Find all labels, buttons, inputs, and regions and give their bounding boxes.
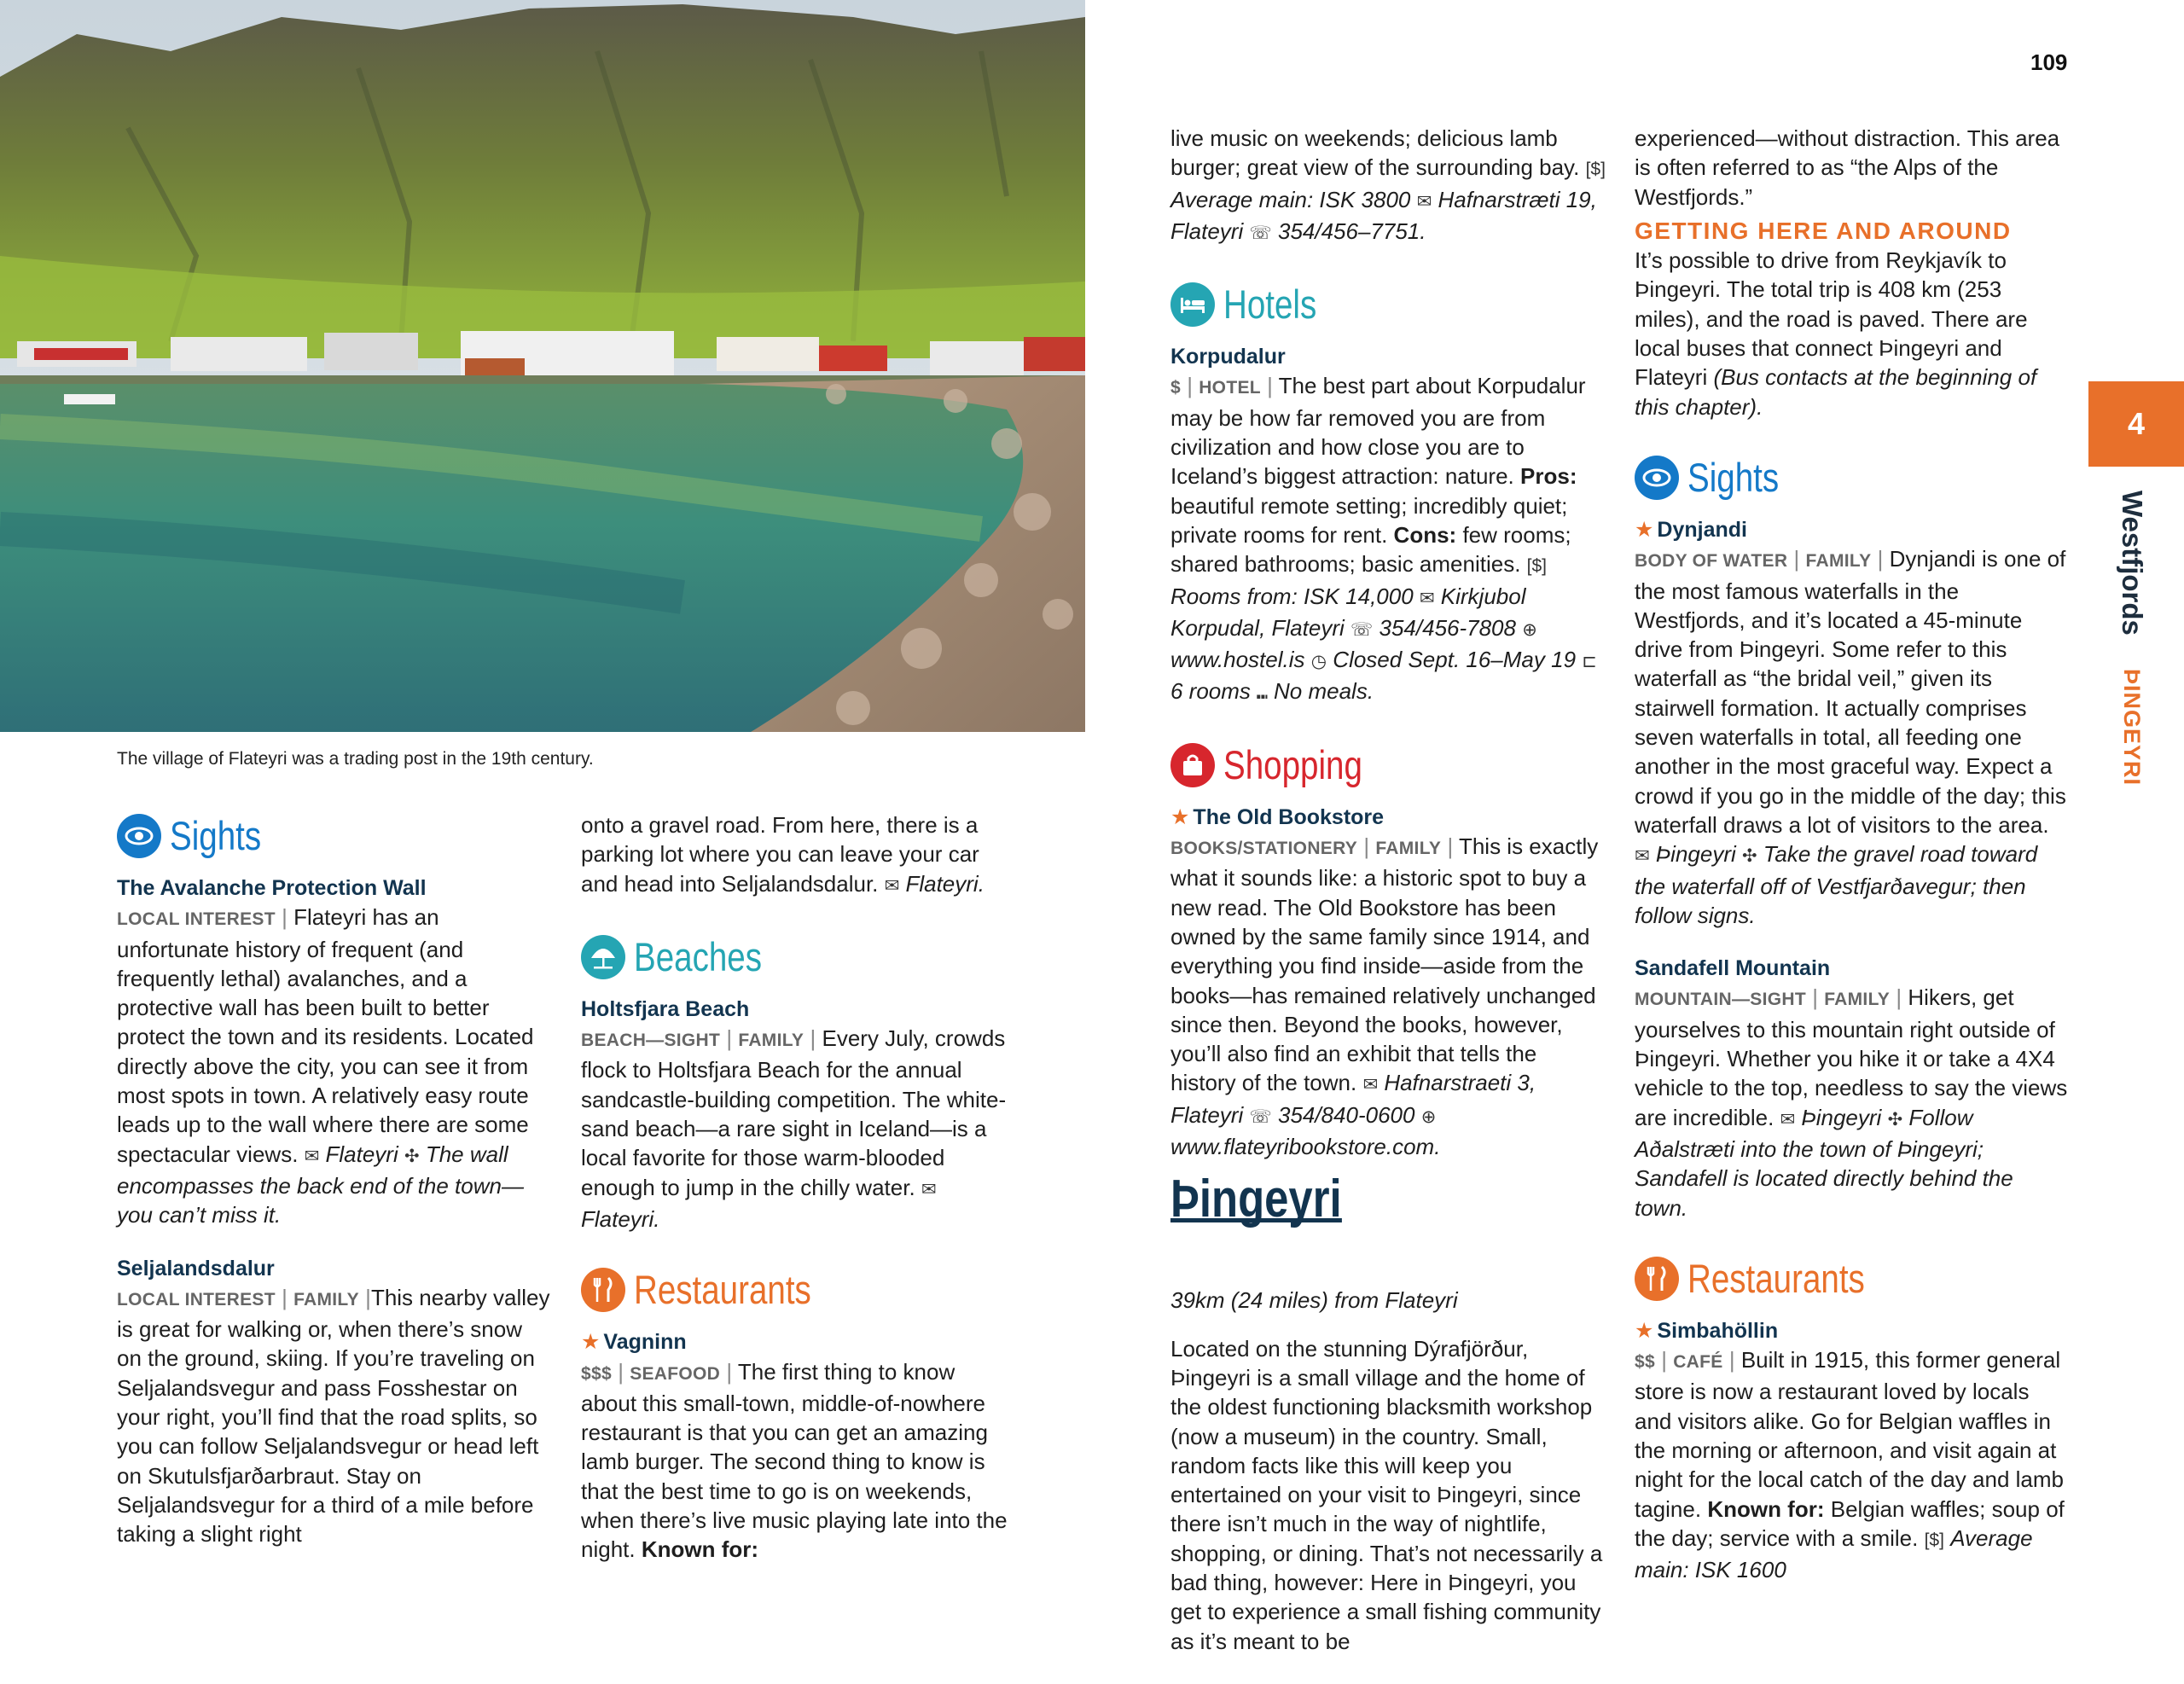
getting-here-body: It’s possible to drive from Reykjavík to Þingeyri. The total trip is 408 km (253 miles), and the road is paved. There are local buses that connect Þingeyri and Flateyri (Bus contacts at the beginning of this chapter). xyxy=(1635,247,2037,420)
address-icon: ✉ xyxy=(1780,1109,1796,1129)
clock-icon: ◷ xyxy=(1310,652,1327,672)
web-icon: ⊕ xyxy=(1420,1106,1437,1127)
listing-continued: onto a gravel road. From here, there is a parking lot where you can leave your car and head into Seljalandsdalur. ✉ Flateyri. xyxy=(581,812,985,897)
listing-name: ★ Dynjandi xyxy=(1635,517,1747,542)
address-icon: ✉ xyxy=(884,875,900,896)
listing-holtsfjara-beach: Holtsfjara Beach BEACH—SIGHT | FAMILY | Every July, crowds flock to Holtsfjara Beach for the annual sandcastle-building competition. The white-sand beach—a rare sight in Iceland—is a local favorite for those warm-blooded enough to jump in the chilly water. ✉ Flateyri. xyxy=(581,995,1016,1234)
bed-small-icon: ⊏ xyxy=(1582,652,1597,672)
listing-dynjandi: ★ Dynjandi BODY OF WATER | FAMILY | Dynjandi is one of the most famous waterfalls in the Westfjords, and it’s located a 45-minute drive from Þingeyri. Some refer to this waterfall as “the bridal veil,” given its stairwell formation. It actually comprises seven waterfalls in total, all feeding one another in the most graceful way. Expect a crowd if you go in the middle of the day; this waterfall draws a lot of visitors to the area. ✉ Þingeyri ✣ Take the gravel road toward the waterfall off of Vestfjarðavegur; then follow signs. xyxy=(1635,515,2070,930)
address-icon: ✉ xyxy=(1362,1075,1379,1095)
phone-icon: ☏ xyxy=(1249,1106,1272,1127)
directions-icon: ✣ xyxy=(1742,846,1757,867)
address-icon: ✉ xyxy=(921,1179,937,1199)
meals-icon: ⑉ xyxy=(1257,683,1268,704)
web-icon: ⊕ xyxy=(1522,619,1537,640)
listing-name: Holtsfjara Beach xyxy=(581,996,750,1021)
address-icon: ✉ xyxy=(1416,191,1432,212)
column-1 xyxy=(117,800,552,1573)
listing-simbahollin: ★ Simbahöllin $$ | CAFÉ | Built in 1915, this former general store is now a restaurant loved by locals and visitors alike. Go for Belgian waffles in the morning or afternoon, and visit again at night for the local catch of the day and lamb tagine. Known for: Belgian waffles; soup of the day; service with a smile. [$] Average main: ISK 1600 xyxy=(1635,1316,2070,1585)
directions-icon: ✣ xyxy=(1887,1109,1903,1129)
hotels-heading: Hotels xyxy=(1170,272,1606,337)
fork-knife-icon xyxy=(581,1268,625,1312)
shopping-bag-icon xyxy=(1170,743,1215,787)
listing-sandafell: Sandafell Mountain MOUNTAIN—SIGHT | FAMILY | Hikers, get yourselves to this mountain right outside of Þingeyri. Whether you hike it or take a 4X4 vehicle to the top, needless to say the views are incredible. ✉ Þingeyri ✣ Follow Aðalstræti into the town of Þingeyri; Sandafell is located directly behind the town. xyxy=(1635,954,2070,1222)
photo-caption: The village of Flateyri was a trading post in the 19th century. xyxy=(117,749,594,769)
page-number: 109 xyxy=(2030,49,2068,75)
price-icon: [$] xyxy=(1526,556,1548,577)
star-icon: ★ xyxy=(581,1330,601,1355)
listing-name: ★ Simbahöllin xyxy=(1635,1318,1779,1343)
listing-name: ★ Vagninn xyxy=(581,1330,687,1355)
listing-korpudalur: Korpudalur $ | HOTEL | The best part about Korpudalur may be how far removed you are from civilization and how close you are to Iceland’s biggest attraction: nature. Pros: beautiful remote setting; incredibly quiet; private rooms for rent. Cons: few rooms; shared bathrooms; basic amenities. [$] Rooms from: ISK 14,000 ✉ Kirkjubol Korpudal, Flateyri ☏ 354/456-7808 ⊕ www.hostel.is ◷ Closed Sept. 16–May 19 ⊏ 6 rooms ⑉ No meals. xyxy=(1170,342,1606,709)
running-head-region: Westfjords xyxy=(2117,491,2148,636)
listing-old-bookstore: ★ The Old Bookstore BOOKS/STATIONERY | FAMILY | This is exactly what it sounds like: a historic spot to buy a new read. The Old Bookstore has been owned by the same family since 1914, and everything you find inside—aside from the books—has remained relatively unchanged since then. Beyond the books, however, you’ll also find an exhibit that tells the history of the town. ✉ Hafnarstraeti 3, Flateyri ☏ 354/840-0600 ⊕ www.flateyribookstore.com. xyxy=(1170,803,1606,1162)
listing-vagninn: ★ Vagninn $$$ | SEAFOOD | The first thing to know about this small-town, middle-of-nowhere restaurant is that you can get an amazing lamb burger. The second thing to know is that the best time to go is on weekends, when there’s live music playing late into the night. Known for: xyxy=(581,1327,1016,1564)
eye-icon xyxy=(1635,456,1679,500)
town-heading: Þingeyri xyxy=(1170,1170,1342,1229)
price-icon: [$] xyxy=(1585,160,1606,180)
price-icon: [$] xyxy=(1924,1530,1944,1550)
address-icon: ✉ xyxy=(304,1146,320,1166)
fork-knife-icon xyxy=(1635,1257,1679,1301)
running-head-section: ÞINGEYRI xyxy=(2119,669,2145,787)
listing-name: Seljalandsdalur xyxy=(117,1256,275,1280)
listing-continued: live music on weekends; delicious lamb burger; great view of the surrounding bay. [$] Average main: ISK 3800 ✉ Hafnarstræti 19, Flateyri ☏ 354/456–7751. xyxy=(1170,125,1606,244)
address-icon: ✉ xyxy=(1419,588,1435,608)
distance: 39km (24 miles) from Flateyri xyxy=(1170,1287,1458,1314)
eye-icon xyxy=(117,814,161,858)
listing-name: Korpudalur xyxy=(1170,345,1286,369)
town-heading-wrap xyxy=(1170,1170,1606,1270)
sights-heading: Sights xyxy=(117,804,552,868)
restaurants-heading: Restaurants xyxy=(581,1257,1016,1322)
listing-name: The Avalanche Protection Wall xyxy=(117,876,427,900)
umbrella-icon xyxy=(581,935,625,979)
listing-seljalandsdalur: Seljalandsdalur LOCAL INTEREST | FAMILY |This nearby valley is great for walking or, when there’s snow on the ground, skiing. If you’re traveling on Seljalandsvegur and pass Fosshestar on your right, you’ll find that the road splits, so you can follow Seljalandsvegur or head left on Skutulsfjarðarbraut. Stay on Seljalandsvegur for a third of a mile before taking a slight right xyxy=(117,1254,552,1549)
listing-name: Sandafell Mountain xyxy=(1635,956,1831,981)
beaches-heading: Beaches xyxy=(581,925,1016,990)
star-icon: ★ xyxy=(1635,517,1654,542)
running-head xyxy=(2116,491,2148,786)
directions-icon: ✣ xyxy=(404,1146,420,1166)
star-icon: ★ xyxy=(1635,1318,1654,1343)
intro-continued: experienced—without distraction. This area is often referred to as “the Alps of the Westfjords.” xyxy=(1635,125,2060,210)
column-2 xyxy=(581,810,1016,1588)
getting-here-heading: GETTING HERE AND AROUND xyxy=(1635,217,2012,244)
bed-icon xyxy=(1170,282,1215,327)
listing-avalanche-wall: The Avalanche Protection Wall LOCAL INTEREST | Flateyri has an unfortunate history of frequent (and frequently lethal) avalanches, and a protective wall has been built to better protect the town and its residents. Located directly above the city, you can see it from most spots in town. A relatively easy route leads up to the wall where there are some spectacular views. ✉ Flateyri ✣ The wall encompasses the back end of the town—you can’t miss it. xyxy=(117,874,552,1230)
sights-heading-2: Sights xyxy=(1635,445,2070,510)
town-intro: Located on the stunning Dýrafjörður, Þingeyri is a small village and the home of the oldest functioning blacksmith workshop (now a museum) in the country. Small, random facts like this will keep you entertained on your visit to Þingeyri, since there isn’t much in the way of nightlife, shopping, or dining. That’s not necessarily a bad thing, however: Here in Þingeyri, you get to experience a small fishing community as it’s meant to be xyxy=(1170,1335,1603,1654)
phone-icon: ☏ xyxy=(1249,223,1272,243)
address-icon: ✉ xyxy=(1635,846,1650,867)
shopping-heading: Shopping xyxy=(1170,733,1606,798)
restaurants-heading-2: Restaurants xyxy=(1635,1246,2070,1311)
phone-icon: ☏ xyxy=(1350,619,1374,640)
column-4 xyxy=(1635,124,2070,1608)
flateyri-photo xyxy=(0,0,1085,732)
column-3 xyxy=(1170,124,1606,1680)
listing-name: ★ The Old Bookstore xyxy=(1170,804,1385,829)
chapter-tab: 4 xyxy=(2088,381,2184,467)
star-icon: ★ xyxy=(1170,804,1190,829)
